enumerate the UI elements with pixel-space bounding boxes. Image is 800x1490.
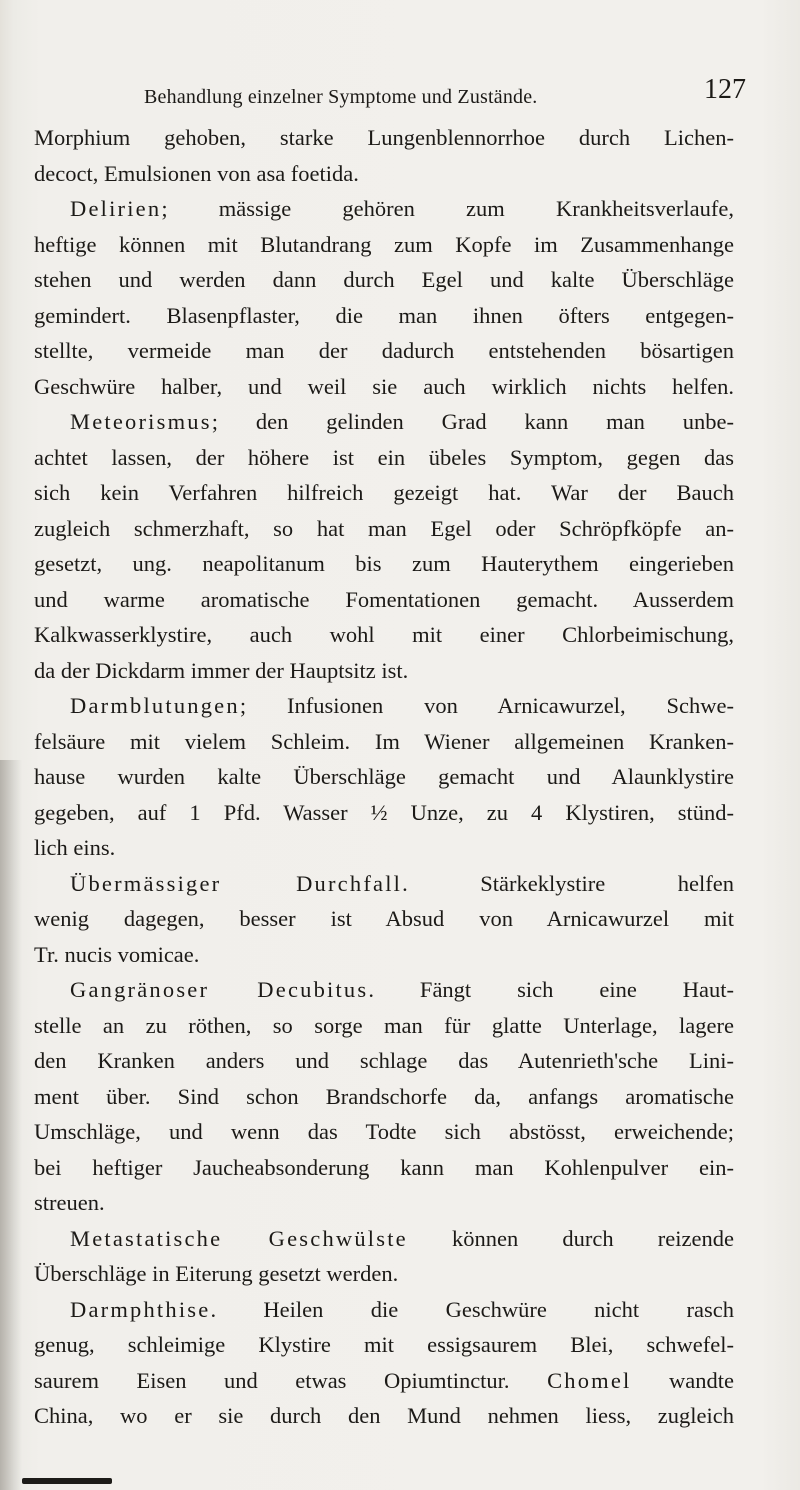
section-term-decubitus: Gangränoser Decubitus — [70, 977, 369, 1002]
text-line: sich kein Verfahren hilfreich gezeigt hat. War der Bauch — [34, 480, 734, 505]
author-name-chomel: Chomel — [547, 1367, 632, 1393]
section-term-darmblutungen: Darmblutungen — [70, 693, 240, 718]
text-line: Meteorismus; den gelinden Grad kann man unbe- — [70, 409, 734, 434]
text-line: bei heftiger Jaucheabsonderung kann man Kohlenpulver ein- — [34, 1154, 734, 1180]
text-line: stehen und werden dann durch Egel und kalte Überschläge — [34, 267, 734, 292]
text-line: Tr. nucis vomicae. — [34, 941, 200, 967]
text-line: zugleich schmerzhaft, so hat man Egel oder Schröpfköpfe an- — [34, 515, 734, 541]
text-line: stelle an zu röthen, so sorge man für glatte Unterlage, lagere — [34, 1012, 734, 1038]
text-line: stellte, vermeide man der dadurch entstehenden bösartigen — [34, 338, 734, 363]
text-line: Metastatische Geschwülste können durch reizende — [70, 1225, 734, 1251]
section-term-delirien: Delirien — [70, 196, 162, 221]
text-line: streuen. — [34, 1190, 105, 1215]
section-term-geschwuelste: Metastatische Geschwülste — [70, 1225, 408, 1251]
text-line: saurem Eisen und etwas Opiumtinctur. Chomel wandte — [34, 1367, 734, 1393]
binding-shadow — [0, 760, 22, 1490]
running-head: Behandlung einzelner Symptome und Zustände. — [144, 86, 538, 108]
text-line: Überschläge in Eiterung gesetzt werden. — [34, 1261, 399, 1286]
section-term-meteorismus: Meteorismus — [70, 409, 212, 434]
text-line: lich eins. — [34, 835, 116, 860]
text-line: China, wo er sie durch den Mund nehmen liess, zugleich — [34, 1403, 734, 1428]
text-line: und warme aromatische Fomentationen gemacht. Ausserdem — [34, 586, 734, 612]
text-line: genug, schleimige Klystire mit essigsaurem Blei, schwefel- — [34, 1332, 734, 1357]
text-line: wenig dagegen, besser ist Absud von Arnicawurzel mit — [34, 906, 734, 931]
ink-mark — [22, 1478, 112, 1484]
text-line: ment über. Sind schon Brandschorfe da, anfangs aromatische — [34, 1083, 734, 1109]
text-line: Morphium gehoben, starke Lungenblennorrhoe durch Lichen- — [34, 125, 734, 150]
text-line: Darmblutungen; Infusionen von Arnicawurzel, Schwe- — [70, 693, 734, 718]
text-line: Übermässiger Durchfall. Stärkeklystire helfen — [70, 870, 734, 896]
text-line: heftige können mit Blutandrang zum Kopfe im Zusammenhange — [34, 231, 734, 257]
body-text — [34, 120, 734, 1434]
text-line: den Kranken anders und schlage das Autenrieth'sche Lini- — [34, 1048, 734, 1073]
text-line: hause wurden kalte Überschläge gemacht und Alaunklystire — [34, 764, 734, 789]
text-line: da der Dickdarm immer der Hauptsitz ist. — [34, 657, 409, 683]
page-header — [96, 66, 746, 110]
text-line: Geschwüre halber, und weil sie auch wirklich nichts helfen. — [34, 373, 734, 399]
text-line: decoct, Emulsionen von asa foetida. — [34, 160, 359, 186]
text-line: achtet lassen, der höhere ist ein übeles Symptom, gegen das — [34, 444, 734, 470]
text-line: gegeben, auf 1 Pfd. Wasser ½ Unze, zu 4 Klystiren, stünd- — [34, 799, 734, 825]
text-line: Darmphthise. Heilen die Geschwüre nicht rasch — [70, 1296, 734, 1322]
text-line: gemindert. Blasenpflaster, die man ihnen öfters entgegen- — [34, 302, 734, 328]
text-line: felsäure mit vielem Schleim. Im Wiener allgemeinen Kranken- — [34, 728, 734, 754]
text-line: gesetzt, ung. neapolitanum bis zum Hauterythem eingerieben — [34, 551, 734, 576]
text-line: Umschläge, und wenn das Todte sich abstösst, erweichende; — [34, 1119, 734, 1144]
section-term-darmphthise: Darmphthise — [70, 1296, 211, 1322]
text-line: Kalkwasserklystire, auch wohl mit einer Chlorbeimischung, — [34, 622, 734, 647]
section-term-durchfall: Übermässiger Durchfall — [70, 870, 403, 896]
text-line: Gangränoser Decubitus. Fängt sich eine Haut- — [70, 977, 734, 1002]
page-number: 127 — [704, 74, 746, 105]
text-line: Delirien; mässige gehören zum Krankheitsverlaufe, — [70, 196, 734, 221]
